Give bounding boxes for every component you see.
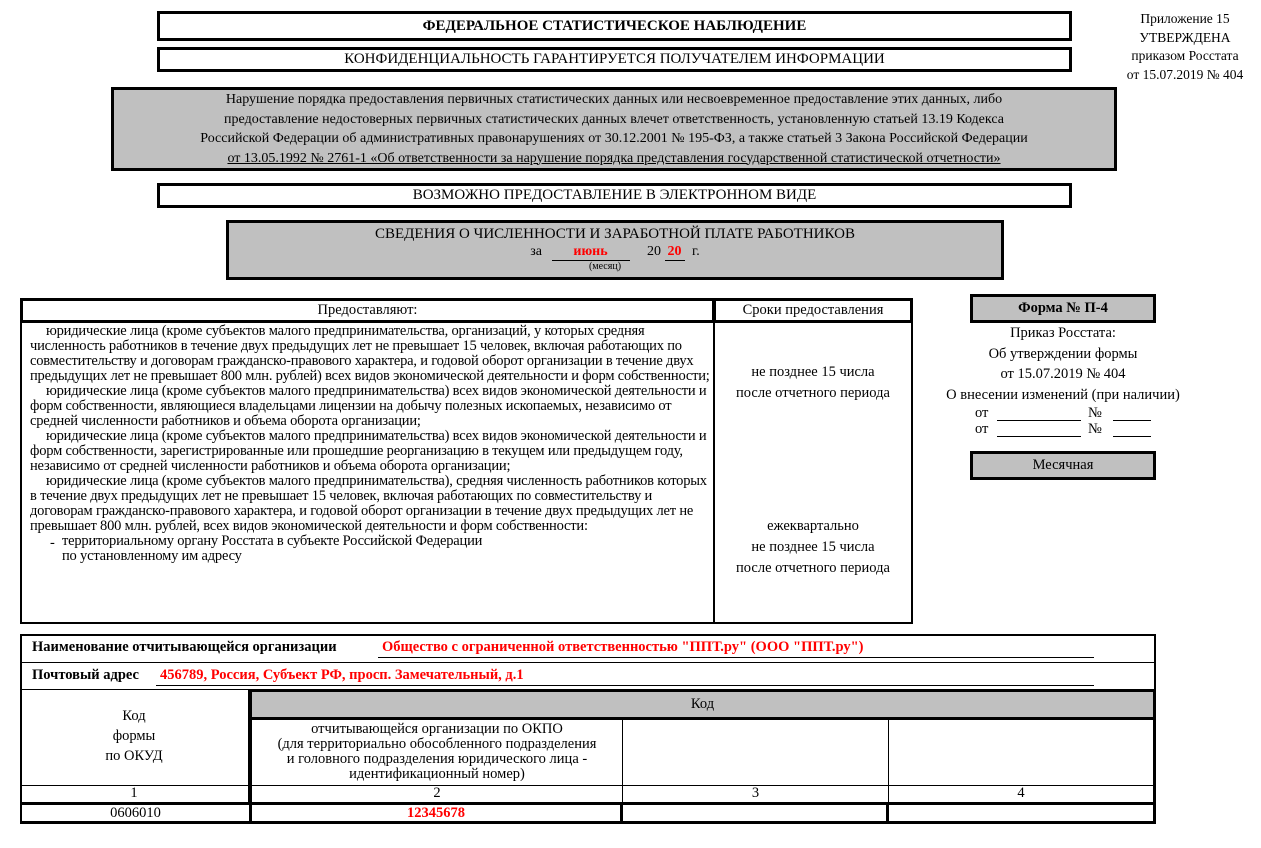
okud-header (20, 690, 249, 785)
periodicity-badge: Месячная (970, 451, 1156, 480)
column-3-header (623, 720, 889, 785)
providers-list (22, 324, 713, 564)
provider-item: юридические лица (кроме субъектов малого предпринимательства) всех видов экономической деятельности и форм собственности, зарегистрированные или прошедшие реорганизацию в текущем или предыдущем году, независимо от средней численности работников и объема оборота организации; (30, 428, 707, 474)
appendix-note (1110, 10, 1260, 84)
provider-item: юридические лица (кроме субъектов малого предпринимательства), средняя численность работников которых в течение двух предыдущих лет не превышает 15 человек, включая работающих по совместительству и договорам гражданско-правового характера, и годовой оборот организации в течение двух предыдущих лет не превышает 800 млн. рублей, всех видов экономической деятельности и форм собственности: (30, 473, 707, 534)
month-field[interactable]: июнь (552, 243, 630, 261)
form-title: ФЕДЕРАЛЬНОЕ СТАТИСТИЧЕСКОЕ НАБЛЮДЕНИЕ (157, 11, 1072, 41)
year-prefix: 20 (647, 244, 662, 259)
warning-line: Нарушение порядка предоставления первичных статистических данных или несвоевременное предоставление этих данных, либо (225, 92, 1003, 107)
provider-item: юридические лица (кроме субъектов малого предпринимательства, организаций, у которых средняя численность работников в течение двух предыдущих лет не превышает 15 человек, включая работающих по совместительству и договорам гражданско-правового характера, и годовой оборот организации в течение двух предыдущих лет не превышает 800 млн. рублей) всех видов экономической деятельности и форм собственности; (30, 323, 710, 384)
appendix-line: Приложение 15 (1140, 11, 1230, 26)
warning-line: предоставление недостоверных первичных статистических данных влечет ответственность, установленную статьей 13.19 Кодекса (224, 111, 1004, 127)
number-label: № (1088, 421, 1102, 437)
order-line: от 15.07.2019 № 404 (1000, 366, 1126, 382)
deadline-line: не позднее 15 числа (751, 539, 875, 555)
for-label: за (530, 244, 543, 259)
order-line: Об утверждении формы (988, 345, 1138, 362)
okpo-header-line: (для территориально обособленного подразделения (277, 736, 597, 752)
column-number: 2 (249, 785, 623, 802)
deadline-line: после отчетного периода (736, 560, 890, 576)
okpo-header-line: и головного подразделения юридического лица - (286, 751, 588, 767)
from-label: от (975, 421, 989, 437)
providers-header: Предоставляют: (20, 298, 715, 323)
order-date-line: от 15.07.2019 № 404 (1126, 66, 1244, 82)
legal-warning (111, 87, 1117, 171)
change-date-field[interactable] (997, 436, 1081, 437)
column-number: 4 (889, 785, 1156, 802)
okud-header-line: по ОКУД (105, 748, 163, 764)
okpo-header (249, 720, 623, 785)
report-title: СВЕДЕНИЯ О ЧИСЛЕННОСТИ И ЗАРАБОТНОЙ ПЛАТЕ РАБОТНИКОВ (375, 226, 855, 242)
change-date-field[interactable] (997, 420, 1081, 421)
year-field[interactable]: 20 (665, 243, 685, 261)
okud-code-value[interactable]: 0606010 (20, 802, 249, 824)
electronic-submission-notice: ВОЗМОЖНО ПРЕДОСТАВЛЕНИЕ В ЭЛЕКТРОННОМ ВИДЕ (157, 183, 1072, 208)
deadline-quarterly (715, 516, 911, 579)
okud-header-line: Код (122, 708, 146, 724)
org-name-underline (378, 657, 1094, 658)
report-title-box (226, 220, 1004, 280)
month-hint: (месяц) (588, 261, 622, 272)
recipient (30, 534, 713, 564)
change-number-field[interactable] (1113, 436, 1151, 437)
org-address-field[interactable]: 456789, Россия, Субъект РФ, просп. Замечательный, д.1 (160, 667, 524, 683)
change-row (975, 406, 1155, 422)
change-number-field[interactable] (1113, 420, 1151, 421)
code-group-header: Код (249, 689, 1156, 720)
column-number: 3 (623, 785, 889, 802)
order-line: приказом Росстата (1131, 48, 1239, 63)
org-address-label: Почтовый адрес (32, 667, 139, 683)
approved-line: УТВЕРЖДЕНА (1139, 29, 1231, 45)
org-name-label: Наименование отчитывающейся организации (32, 639, 337, 655)
column-number: 1 (20, 785, 249, 802)
org-name-row (20, 634, 1156, 663)
recipient-line: по установленному им адресу (62, 548, 242, 564)
column-4-value[interactable] (889, 802, 1156, 824)
deadline-line: после отчетного периода (736, 385, 890, 401)
from-label: от (975, 405, 989, 421)
org-address-row (20, 662, 1156, 690)
warning-line: от 13.05.1992 № 2761-1 «Об ответственности за нарушение порядка представления государственной статистической отчетности» (227, 150, 1001, 166)
year-label: г. (692, 244, 700, 259)
warning-line: Российской Федерации об административных правонарушениях от 30.12.2001 № 195-ФЗ, а также статьей 3 Закона Российской Федерации (200, 131, 1028, 146)
recipient-line: территориальному органу Росстата в субъекте Российской Федерации (62, 533, 483, 549)
order-info (930, 323, 1196, 405)
org-address-underline (156, 685, 1094, 686)
okpo-code-value[interactable]: 12345678 (249, 802, 623, 824)
form-number: Форма № П-4 (970, 294, 1156, 323)
okpo-header-line: идентификационный номер) (349, 766, 525, 782)
number-label: № (1088, 405, 1102, 421)
report-period (229, 243, 1001, 261)
column-3-value[interactable] (623, 802, 889, 824)
okud-header-line: формы (112, 728, 156, 744)
order-line: Приказ Росстата: (1010, 325, 1116, 341)
deadlines-header: Сроки предоставления (713, 298, 913, 323)
changes-label: О внесении изменений (при наличии) (946, 386, 1180, 403)
confidentiality-notice: КОНФИДЕНЦИАЛЬНОСТЬ ГАРАНТИРУЕТСЯ ПОЛУЧАТЕЛЕМ ИНФОРМАЦИИ (157, 47, 1072, 72)
provider-item: юридические лица (кроме субъектов малого предпринимательства) всех видов экономической деятельности и форм собственности, являющиеся владельцами лицензии на добычу полезных ископаемых, независимо от средней численности работников и объема оборота организации; (30, 383, 707, 429)
deadline-monthly (715, 362, 911, 404)
deadline-line: ежеквартально (767, 518, 859, 534)
deadline-line: не позднее 15 числа (751, 364, 875, 380)
dash-marker: - (50, 535, 55, 551)
org-name-field[interactable]: Общество с ограниченной ответственностью "ППТ.ру" (ООО "ППТ.ру") (382, 639, 864, 655)
change-row (975, 422, 1155, 438)
column-4-header (889, 720, 1156, 785)
okpo-header-line: отчитывающейся организации по ОКПО (311, 721, 563, 737)
